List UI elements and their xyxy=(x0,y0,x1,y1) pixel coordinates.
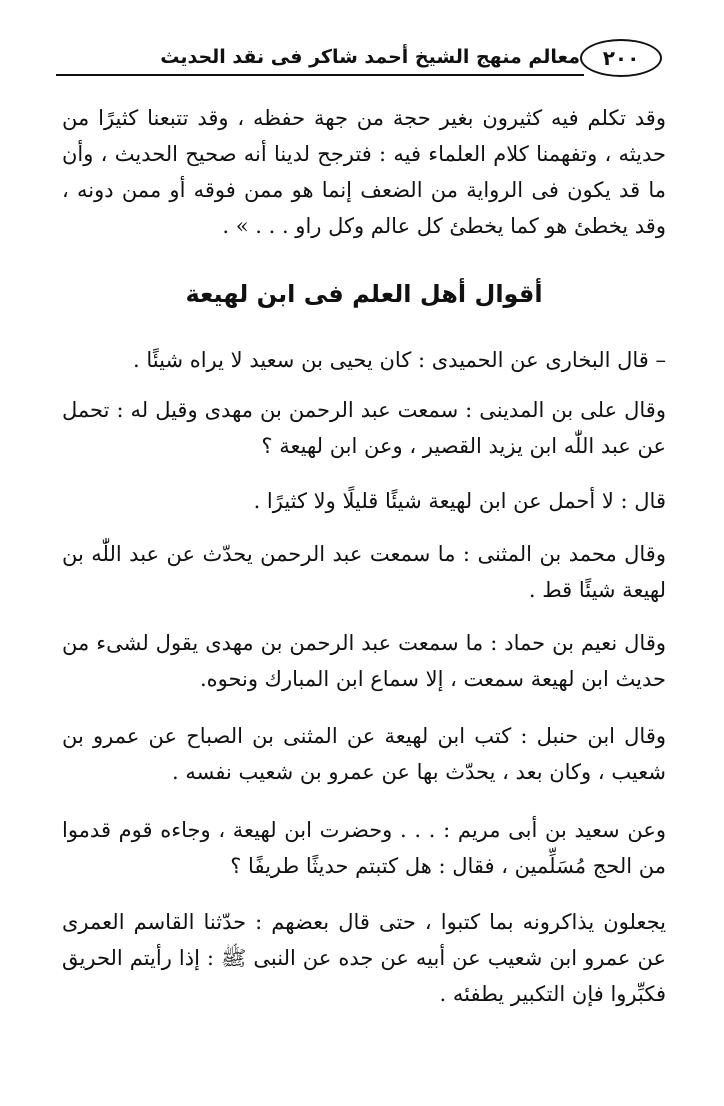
paragraph-8: وعن سعيد بن أبى مريم : . . . وحضرت ابن لهيعة ، وجاءه قوم قدموا من الحج مُسَلِّمين ، فقال : هل كتبتم حديثًا طريفًا ؟ xyxy=(62,818,666,878)
paragraph-6: وقال نعيم بن حماد : ما سمعت عبد الرحمن بن مهدى يقول لشىء من حديث ابن لهيعة سمعت ، إلا سماع ابن المبارك ونحوه. xyxy=(62,631,666,691)
header-rule xyxy=(56,74,584,76)
page-number xyxy=(580,39,662,77)
running-title: معالم منهج الشيخ أحمد شاكر فى نقد الحديث xyxy=(160,46,580,68)
section-heading: أقوال أهل العلم فى ابن لهيعة xyxy=(185,280,543,308)
paragraph-4: قال : لا أحمل عن ابن لهيعة شيئًا قليلًا ولا كثيرًا . xyxy=(253,489,666,513)
paragraph-2: – قال البخارى عن الحميدى : كان يحيى بن سعيد لا يراه شيئًا . xyxy=(133,348,666,372)
paragraph-7: وقال ابن حنبل : كتب ابن لهيعة عن المثنى بن الصباح عن عمرو بن شعيب ، وكان بعد ، يحدّث بها عن عمرو بن شعيب نفسه . xyxy=(62,724,666,784)
paragraph-3: وقال على بن المدينى : سمعت عبد الرحمن بن مهدى وقيل له : تحمل عن عبد اللّٰه ابن يزيد القصير ، وعن ابن لهيعة ؟ xyxy=(62,398,666,458)
page-number-text: ٢٠٠ xyxy=(602,46,640,70)
paragraph-9: يجعلون يذاكرونه بما كتبوا ، حتى قال بعضهم : حدّثنا القاسم العمرى عن عمرو ابن شعيب عن أبيه عن جده عن النبى ﷺ : إذا رأيتم الحريق فكبِّروا فإن التكبير يطفئه . xyxy=(62,910,666,1006)
paragraph-1: وقد تكلم فيه كثيرون بغير حجة من جهة حفظه ، وقد تتبعنا كثيرًا من حديثه ، وتفهمنا كلام العلماء فيه : فترجح لدينا أنه صحيح الحديث ، وأن ما قد يكون فى الرواية من الضعف إنما هو ممن فوقه أو ممن دونه ، وقد يخطئ هو كما يخطئ كل عالم وكل راو . . . » . xyxy=(62,106,666,238)
paragraph-5: وقال محمد بن المثنى : ما سمعت عبد الرحمن يحدّث عن عبد اللّٰه بن لهيعة شيئًا قط . xyxy=(62,542,666,602)
